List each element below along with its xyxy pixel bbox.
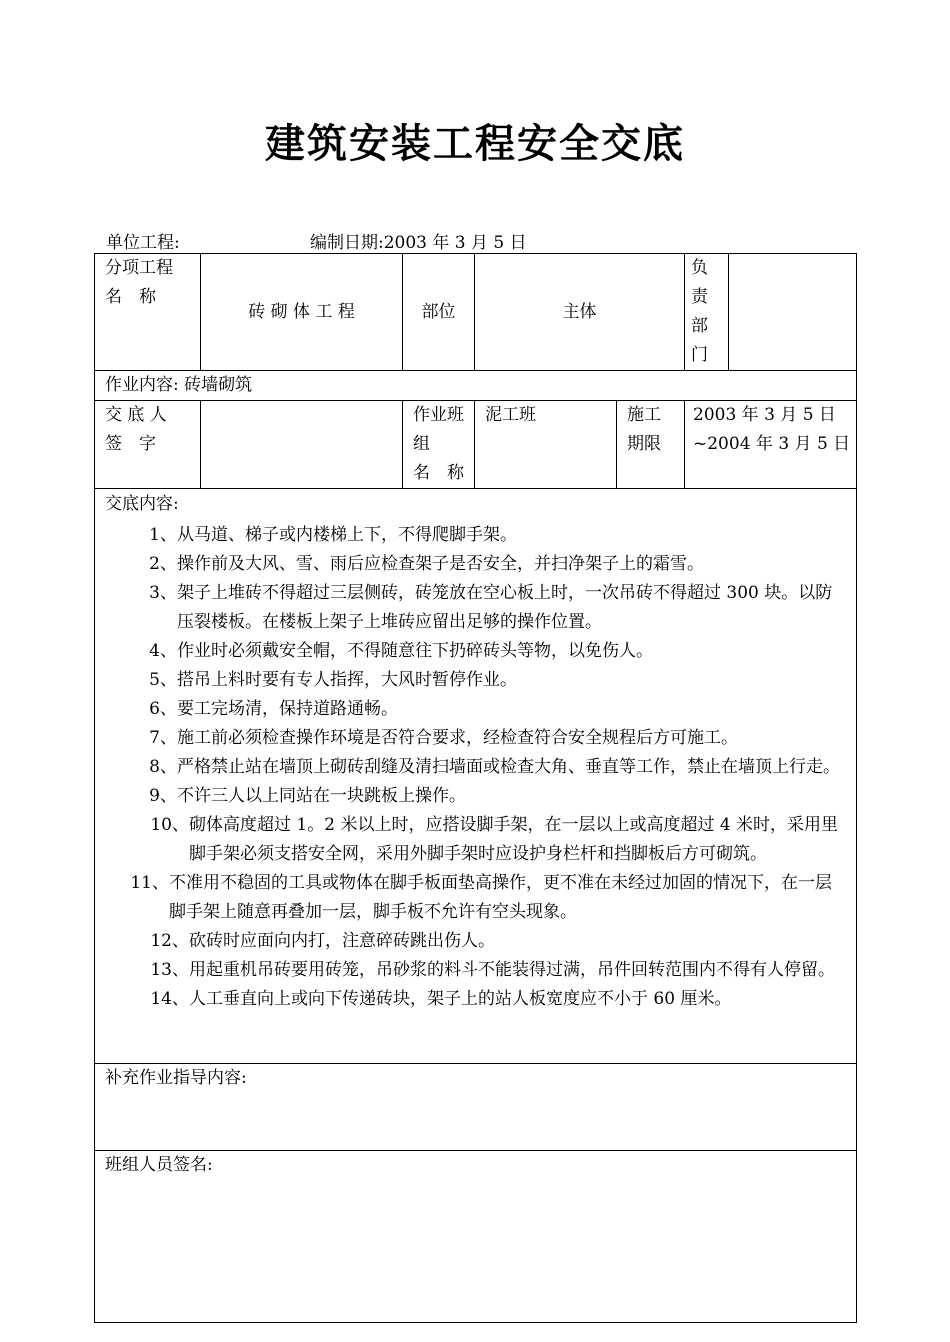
- briefing-item: [105, 753, 846, 782]
- briefing-item: [105, 956, 846, 985]
- resp-label-line1: 负 责: [691, 258, 708, 307]
- briefing-item-text: 用起重机吊砖要用砖笼，吊砂浆的料斗不能装得过满，吊件回转范围内不得有人停留。: [189, 960, 835, 980]
- part-label: 部位: [403, 254, 475, 371]
- safety-briefing-form: [94, 253, 857, 1323]
- project-row: [95, 254, 857, 371]
- briefing-item-text: 要工完场清，保持道路通畅。: [177, 699, 398, 719]
- briefing-item-number: 14、: [150, 989, 189, 1009]
- briefing-item-text: 操作前及大风、雪、雨后应检查架子是否安全，并扫净架子上的霜雪。: [177, 554, 704, 574]
- project-name-value: 砖 砌 体 工 程: [201, 254, 403, 371]
- briefing-item-text: 不许三人以上同站在一块跳板上操作。: [177, 786, 466, 806]
- signer-label-cell: [95, 401, 201, 489]
- period-label-cell: [617, 401, 685, 489]
- signer-signature-field: [201, 401, 403, 489]
- briefing-content-cell: [95, 489, 857, 1064]
- briefing-item: [105, 666, 846, 695]
- work-content: 作业内容: 砖墙砌筑: [95, 371, 857, 401]
- signer-label-line1: 交 底 人: [105, 405, 167, 425]
- briefing-item-text: 作业时必须戴安全帽，不得随意往下扔碎砖头等物，以免伤人。: [177, 641, 653, 661]
- content-label: 交底内容:: [105, 494, 179, 514]
- briefing-item-text: 砍砖时应面向内打，注意碎砖跳出伤人。: [189, 931, 495, 951]
- briefing-item-number: 6、: [149, 699, 177, 719]
- briefing-item-text: 从马道、梯子或内楼梯上下，不得爬脚手架。: [177, 525, 517, 545]
- supplement-row: [95, 1064, 857, 1151]
- briefing-item-list: [105, 521, 846, 1014]
- briefing-item-number: 12、: [150, 931, 189, 951]
- briefing-item-text: 搭吊上料时要有专人指挥，大风时暂停作业。: [177, 670, 517, 690]
- briefing-item: [105, 695, 846, 724]
- briefing-item-number: 7、: [149, 728, 177, 748]
- work-content-row: [95, 371, 857, 401]
- briefing-item: [105, 985, 846, 1014]
- briefing-item-text: 砌体高度超过 1。2 米以上时，应搭设脚手架，在一层以上或高度超过 4 米时，采用里脚手架必须支搭安全网，采用外脚手架时应设护身栏杆和挡脚板后方可砌筑。: [189, 815, 839, 864]
- responsible-dept-label-cell: [685, 254, 729, 371]
- briefing-item: [105, 637, 846, 666]
- part-value: 主体: [475, 254, 685, 371]
- briefing-item-number: 3、: [149, 583, 177, 603]
- briefing-item-text: 不准用不稳固的工具或物体在脚手板面垫高操作，更不准在未经过加固的情况下，在一层脚手架上随意再叠加一层，脚手板不允许有空头现象。: [169, 873, 832, 922]
- team-label-line1: 作业班组: [413, 405, 464, 454]
- period-value-cell: [685, 401, 857, 489]
- period-end: ~2004 年 3 月 5 日: [693, 434, 851, 454]
- briefing-item-number: 8、: [149, 757, 177, 777]
- team-value: 泥工班: [475, 401, 617, 489]
- briefing-item: [105, 811, 846, 869]
- briefing-item-text: 严格禁止站在墙顶上砌砖刮缝及清扫墙面或检查大角、垂直等工作，禁止在墙顶上行走。: [177, 757, 840, 777]
- document-title: 建筑安装工程安全交底: [265, 120, 685, 167]
- briefing-item-text: 施工前必须检查操作环境是否符合要求，经检查符合安全规程后方可施工。: [177, 728, 738, 748]
- project-label-line1: 分项工程: [105, 258, 173, 278]
- resp-label-line2: 部门: [691, 316, 708, 365]
- briefing-item-text: 人工垂直向上或向下传递砖块，架子上的站人板宽度应不小于 60 厘米。: [189, 989, 732, 1009]
- period-label-line1: 施工: [627, 405, 661, 425]
- briefing-item-number: 1、: [149, 525, 177, 545]
- team-sign-row: [95, 1151, 857, 1323]
- briefing-item: [105, 579, 846, 637]
- team-label-cell: [403, 401, 475, 489]
- briefing-item-number: 2、: [149, 554, 177, 574]
- briefing-item-number: 11、: [130, 873, 169, 893]
- period-label-line2: 期限: [627, 434, 661, 454]
- signer-row: [95, 401, 857, 489]
- period-start: 2003 年 3 月 5 日: [693, 405, 836, 425]
- briefing-item-number: 13、: [150, 960, 189, 980]
- briefing-item-number: 10、: [150, 815, 189, 835]
- project-name-label-cell: [95, 254, 201, 371]
- briefing-item: [105, 521, 846, 550]
- briefing-item-number: 5、: [149, 670, 177, 690]
- briefing-item-number: 9、: [149, 786, 177, 806]
- supplement-label: 补充作业指导内容:: [95, 1064, 857, 1151]
- signer-label-line2: 签 字: [105, 434, 156, 454]
- briefing-item: [105, 927, 846, 956]
- compile-date: 编制日期:2003 年 3 月 5 日: [310, 233, 527, 253]
- content-row: [95, 489, 857, 1064]
- team-label-line2: 名 称: [413, 463, 464, 483]
- briefing-item-number: 4、: [149, 641, 177, 661]
- briefing-item-text: 架子上堆砖不得超过三层侧砖，砖笼放在空心板上时，一次吊砖不得超过 300 块。以防压裂楼板。在楼板上架子上堆砖应留出足够的操作位置。: [177, 583, 833, 632]
- project-label-line2: 名 称: [105, 287, 156, 307]
- briefing-item: [105, 782, 846, 811]
- unit-project-label: 单位工程:: [106, 233, 180, 253]
- briefing-item: [105, 724, 846, 753]
- briefing-item: [105, 550, 846, 579]
- responsible-dept-value: [729, 254, 857, 371]
- briefing-item: [105, 869, 846, 927]
- team-sign-label: 班组人员签名:: [95, 1151, 857, 1323]
